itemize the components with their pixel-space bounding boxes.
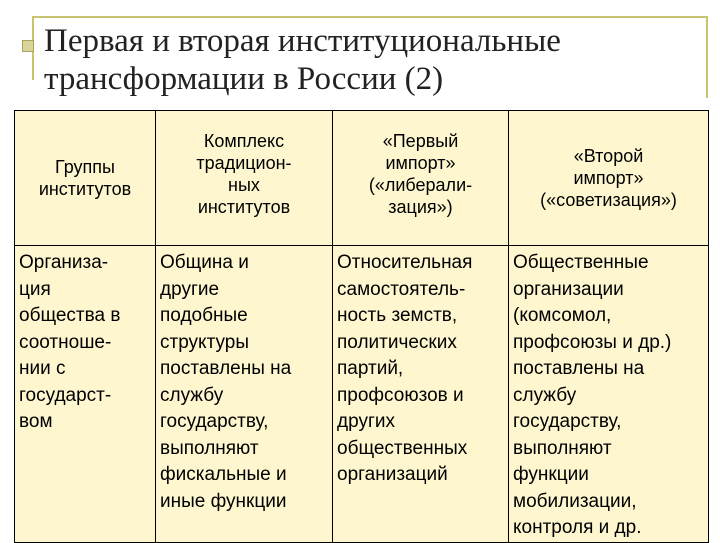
header-traditional-institutions-text: Комплекс традицион- ных институтов — [196, 131, 292, 217]
cell-second-import — [509, 246, 709, 543]
comparison-table — [14, 110, 709, 543]
cell-society-organization-text: Организа- ция общества в соотноше- нии с государст- вом — [19, 252, 121, 432]
cell-first-import — [333, 246, 509, 543]
title-bullet-icon — [22, 40, 34, 52]
header-institution-groups — [15, 111, 156, 246]
cell-traditional-complex — [156, 246, 333, 543]
cell-first-import-text: Относительная самостоятель- ность земств, политических партий, профсоюзов и других общественных организаций — [337, 252, 473, 485]
header-first-import — [333, 111, 509, 246]
cell-second-import-text: Общественные организации (комсомол, профсоюзы и др.) поставлены на службу государству, выполняют функции мобилизации, контроля и др. — [513, 252, 672, 538]
cell-traditional-complex-text: Община и другие подобные структуры поставлены на службу государству, выполняют фискальные и иные функции — [160, 252, 292, 512]
table-row — [15, 246, 709, 543]
table-header-row — [15, 111, 709, 246]
header-second-import — [509, 111, 709, 246]
slide-title — [44, 22, 704, 98]
slide-title-line-2: трансформации в России (2) — [44, 61, 444, 97]
header-first-import-text: «Первый импорт» («либерали- зация») — [368, 131, 473, 217]
header-second-import-text: «Второй импорт» («советизация») — [540, 146, 677, 210]
slide-title-line-1: Первая и вторая институциональные — [44, 23, 561, 59]
header-traditional-institutions — [156, 111, 333, 246]
cell-society-organization — [15, 246, 156, 543]
header-institution-groups-text: Группы институтов — [38, 157, 132, 199]
